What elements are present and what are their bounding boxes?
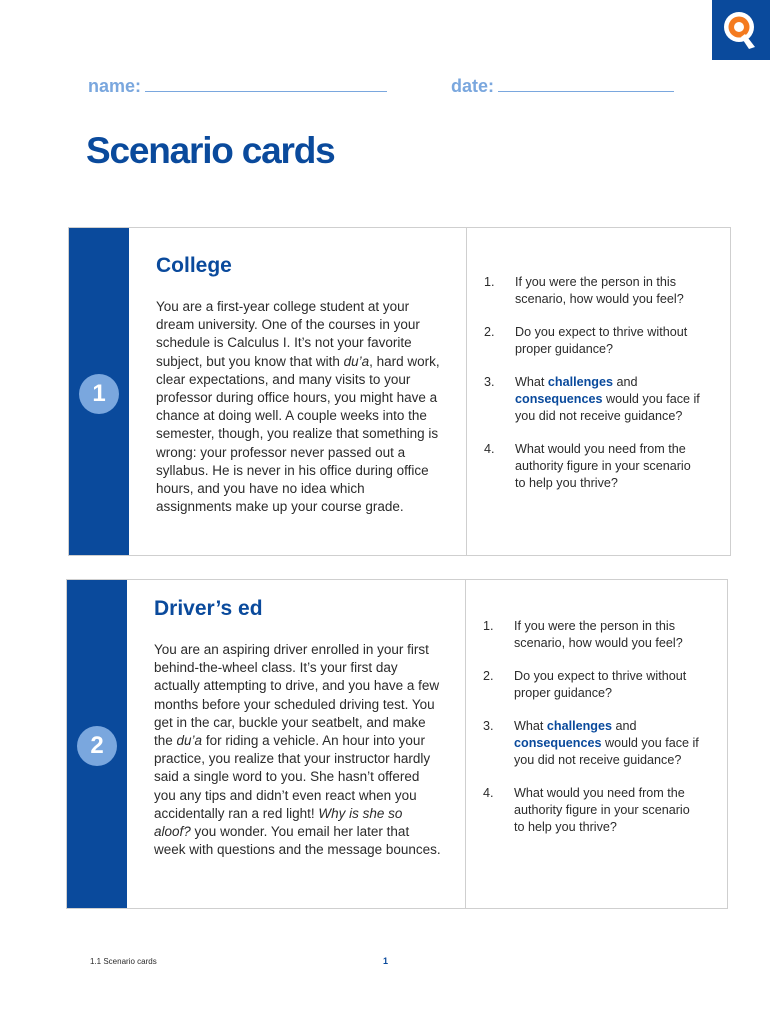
text-run: If you were the person in this scenario, how would you feel? bbox=[514, 619, 683, 650]
question-number: 2. bbox=[484, 325, 495, 340]
question-number: 2. bbox=[483, 669, 494, 684]
question-item bbox=[484, 274, 704, 308]
question-text bbox=[515, 375, 700, 423]
question-number: 3. bbox=[483, 719, 494, 734]
date-field[interactable] bbox=[451, 76, 674, 97]
question-list bbox=[484, 274, 704, 508]
highlighted-term: consequences bbox=[514, 736, 602, 751]
highlighted-term: challenges bbox=[547, 375, 614, 390]
name-label: name: bbox=[88, 76, 142, 96]
card-stripe bbox=[69, 228, 129, 555]
logo bbox=[712, 0, 770, 60]
magnifier-q-logo-icon bbox=[720, 8, 762, 52]
question-text bbox=[515, 442, 691, 490]
question-text bbox=[514, 619, 683, 650]
italic-phrase: Why is she so aloof? bbox=[154, 805, 403, 840]
card-number-badge: 2 bbox=[77, 726, 117, 766]
question-item bbox=[484, 441, 704, 491]
text-run: You are a first-year college student at your dream university. One of the courses in your schedule is Calculus I. It’s not your favorite subject, but you know that with bbox=[156, 299, 420, 369]
question-item bbox=[483, 618, 703, 652]
scenario-card-2 bbox=[66, 579, 728, 909]
question-number: 4. bbox=[483, 786, 494, 801]
italic-phrase: du’a bbox=[176, 733, 203, 749]
question-text bbox=[515, 325, 687, 356]
text-run: for riding a vehicle. An hour into your practice, you realize that your instructor hardly said a single word to you. She hasn’t offered you any tips and didn’t even react when you accidentally ran a red light! bbox=[154, 733, 431, 821]
text-run: would you face if you did not receive guidance? bbox=[514, 736, 699, 767]
text-run: Do you expect to thrive without proper guidance? bbox=[515, 325, 688, 356]
text-run: What bbox=[514, 719, 547, 734]
page-number: 1 bbox=[383, 956, 389, 966]
question-item bbox=[484, 374, 704, 424]
question-number: 1. bbox=[484, 275, 495, 289]
text-run: What would you need from the authority figure in your scenario to help you thrive? bbox=[514, 786, 690, 834]
text-run: What would you need from the authority figure in your scenario to help you thrive? bbox=[515, 442, 691, 490]
question-item bbox=[483, 785, 703, 835]
name-field[interactable] bbox=[88, 76, 387, 97]
date-blank-line[interactable] bbox=[498, 78, 674, 92]
scenario-card-1 bbox=[68, 227, 731, 556]
question-text bbox=[514, 786, 690, 834]
italic-phrase: du’a bbox=[343, 353, 370, 369]
text-run: , hard work, clear expectations, and many visits to your professor during office hours, you might have a chance at doing well. A couple weeks into the semester, though, you realize that something is wrong: your professor never passed out a syllabus. He is never in his office during office hours, and you have no idea which assignments make up your course grade. bbox=[156, 353, 440, 515]
card-number-badge: 1 bbox=[79, 374, 119, 414]
question-number: 4. bbox=[484, 442, 495, 457]
question-number: 3. bbox=[484, 375, 495, 390]
question-item bbox=[484, 324, 704, 358]
question-text bbox=[514, 669, 686, 700]
page-title: Scenario cards bbox=[86, 130, 335, 171]
text-run: would you face if you did not receive guidance? bbox=[515, 392, 700, 423]
highlighted-term: challenges bbox=[546, 719, 613, 734]
name-blank-line[interactable] bbox=[145, 78, 387, 92]
text-run: Do you expect to thrive without proper guidance? bbox=[514, 669, 687, 700]
highlighted-term: consequences bbox=[515, 392, 603, 407]
scenario-text bbox=[156, 298, 444, 516]
text-run: You are an aspiring driver enrolled in your first behind-the-wheel class. It’s your first day actually attempting to drive, and you have a few months before your scheduled driving test. You get in the car, buckle your seatbelt, and make the bbox=[154, 642, 440, 749]
card-stripe bbox=[67, 580, 127, 908]
date-label: date: bbox=[451, 76, 495, 96]
scenario-text bbox=[154, 641, 442, 859]
text-run: you wonder. You email her later that week with questions and the message bounces. bbox=[154, 824, 441, 858]
question-number: 1. bbox=[483, 619, 494, 633]
card-divider bbox=[465, 580, 466, 908]
question-list bbox=[483, 618, 703, 852]
card-divider bbox=[466, 228, 467, 555]
text-run: and bbox=[613, 375, 638, 390]
card-title: Driver’s ed bbox=[154, 597, 263, 620]
text-run: If you were the person in this scenario, how would you feel? bbox=[515, 275, 684, 306]
question-item bbox=[483, 668, 703, 702]
text-run: and bbox=[612, 719, 637, 734]
question-text bbox=[514, 719, 699, 767]
text-run: What bbox=[515, 375, 548, 390]
card-title: College bbox=[156, 254, 232, 277]
question-text bbox=[515, 275, 684, 306]
question-item bbox=[483, 718, 703, 768]
footer-section-label: 1.1 Scenario cards bbox=[90, 957, 157, 966]
